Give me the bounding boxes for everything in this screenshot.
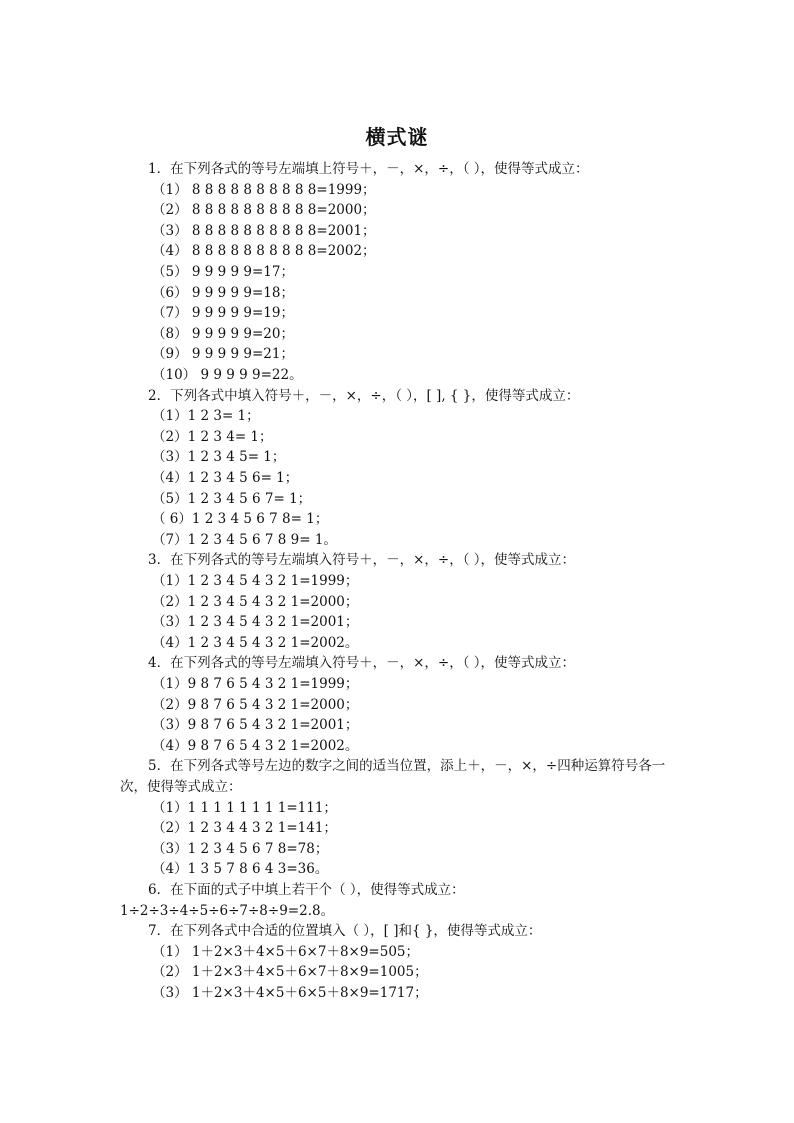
- text-line: 次，使得等式成立：: [120, 779, 242, 795]
- text-line: （3） 8 8 8 8 8 8 8 8 8 8=2001；: [152, 222, 376, 239]
- text-line: （9） 9 9 9 9 9=21；: [152, 346, 294, 363]
- text-line: （5） 9 9 9 9 9=17；: [152, 264, 294, 280]
- text-line: （3）1 2 3 4 5 4 3 2 1=2001；: [152, 614, 359, 631]
- text-line: 4．在下列各式的等号左端填入符号＋，－，×，÷，（ ），使等式成立：: [148, 655, 576, 672]
- text-line: （10） 9 9 9 9 9=22。: [152, 367, 303, 383]
- text-line: （2）1 2 3 4= 1；: [152, 428, 273, 445]
- text-line: 1÷2÷3÷4÷5÷6÷7÷8÷9=2.8。: [120, 902, 335, 919]
- text-line: （3）1 2 3 4 5 6 7 8=78；: [152, 840, 329, 857]
- page-title: 横式谜: [365, 125, 429, 149]
- text-line: （2）1 2 3 4 4 3 2 1=141；: [152, 820, 337, 837]
- text-line: （1）9 8 7 6 5 4 3 2 1=1999；: [152, 676, 359, 692]
- text-line: （2） 1＋2×3＋4×5＋6×7＋8×9=1005；: [152, 964, 428, 981]
- text-line: 7．在下列各式中合适的位置填入（ ），[ ]和{ }，使得等式成立：: [148, 923, 542, 940]
- text-line: （1） 8 8 8 8 8 8 8 8 8 8=1999；: [152, 181, 376, 198]
- text-line: 5．在下列各式等号左边的数字之间的适当位置，添上＋，－，×，÷四种运算符号各一: [148, 758, 666, 775]
- text-line: （3）1 2 3 4 5= 1；: [152, 449, 286, 466]
- text-line: 6．在下面的式子中填上若干个（ ），使得等式成立：: [148, 882, 465, 898]
- text-line: （4）1 2 3 4 5 4 3 2 1=2002。: [152, 634, 359, 651]
- text-line: （1）1 2 3= 1；: [152, 408, 260, 425]
- text-line: （4）9 8 7 6 5 4 3 2 1=2002。: [152, 737, 359, 754]
- text-line: （ 6）1 2 3 4 5 6 7 8= 1；: [152, 511, 329, 528]
- text-line: （5）1 2 3 4 5 6 7= 1；: [152, 490, 312, 507]
- text-line: （6） 9 9 9 9 9=18；: [152, 284, 294, 301]
- text-line: 3．在下列各式的等号左端填入符号＋，－，×，÷，（ ），使等式成立：: [148, 552, 576, 569]
- text-line: （7）1 2 3 4 5 6 7 8 9= 1。: [152, 531, 337, 548]
- text-line: （2） 8 8 8 8 8 8 8 8 8 8=2000；: [152, 202, 376, 219]
- text-line: （1）1 1 1 1 1 1 1 1=111；: [152, 799, 337, 816]
- text-line: 1．在下列各式的等号左端填上符号＋，－，×，÷，（ ），使得等式成立：: [148, 161, 589, 177]
- text-line: （4）1 2 3 4 5 6= 1；: [152, 470, 299, 486]
- text-line: （1）1 2 3 4 5 4 3 2 1=1999；: [152, 573, 359, 589]
- text-line: （2）9 8 7 6 5 4 3 2 1=2000；: [152, 696, 359, 713]
- text-line: （8） 9 9 9 9 9=20；: [152, 325, 294, 342]
- text-line: （4）1 3 5 7 8 6 4 3=36。: [152, 861, 329, 878]
- text-line: 2．下列各式中填入符号＋，－，×，÷，（ ），[ ], { }，使得等式成立：: [148, 387, 580, 404]
- text-line: （1） 1＋2×3＋4×5＋6×7＋8×9=505；: [152, 943, 420, 960]
- text-line: （4） 8 8 8 8 8 8 8 8 8 8=2002；: [152, 243, 376, 260]
- text-line: （3）9 8 7 6 5 4 3 2 1=2001；: [152, 717, 359, 734]
- text-line: （7） 9 9 9 9 9=19；: [152, 305, 294, 322]
- text-line: （3） 1＋2×3＋4×5＋6×5＋8×9=1717；: [152, 985, 428, 1001]
- text-line: （2）1 2 3 4 5 4 3 2 1=2000；: [152, 593, 359, 610]
